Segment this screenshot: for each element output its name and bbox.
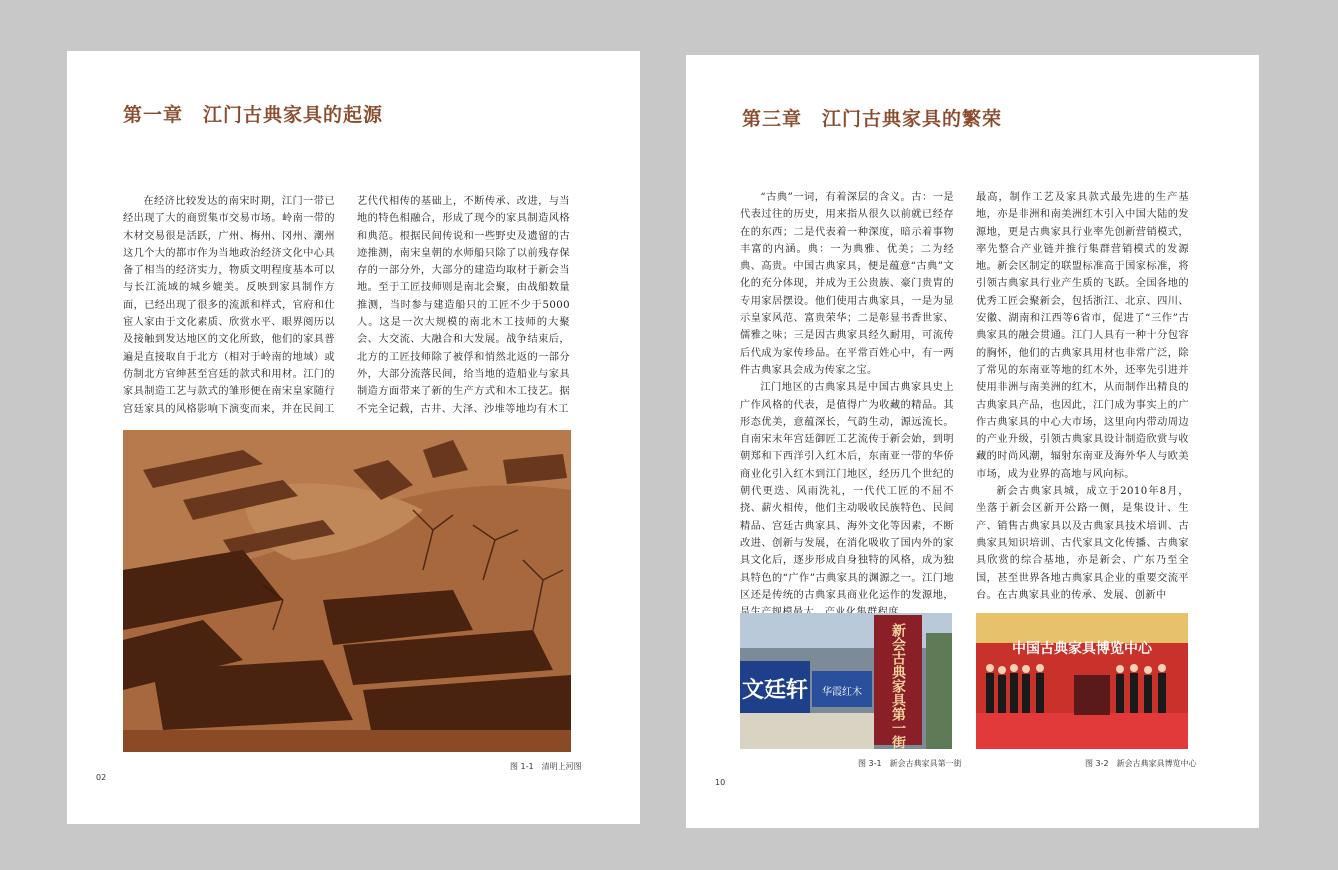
paragraph: 江门地区的古典家具是中国古典家具史上广作风格的代表，是值得广为收藏的精品。其形态优美，意蕴深长，气韵生动，源远流长。自南宋末年宫廷御匠工艺流传于新会始，到明朝郑和下西洋引入红木后，东南亚一带的华侨商业化引入红木到江门地区，经历几个世纪的朝代更迭、风雨洗礼，一代代工匠的不屈不挠、薪火相传，他们主动吸收民族特色、民间精品、宫廷古典家具、海外文化等因素，不断改进、创新与发展，在消化吸收了国内外的家具文化后，逐步形成自身独特的风格，成为独具特色的“广作”古典家具的渊源之一。江门地区还是传统的古典家具商业化运作的发源地， <box>740 382 954 601</box>
text-column-2 <box>976 189 1189 599</box>
paragraph: 在经济比较发达的南宋时期，江门一带已经出现了大的商贸集市交易市场。岭南一带的木材交易很是活跃，广州、梅州、冈州、潮州这几个大的都市作为当地政治经济文化中心具备了相当的经济实力，物质文明程度基本可以与长江流域的城乡媲美。反映到家具制作方面，已经出现了很多的流派和样式，官府和仕宦人家由于文化素质、欣赏水平、眼界阅历以及接触到发达地区的文化所致，他们的家具普遍是直接取自于北方（相对于岭南的地域）或仿制北方官绅甚至宫廷的款式和用材。江门的家具制造工艺与款式的雏形便在南宋皇家随行宫廷家具的风格影响下演变而来，并在民间工 <box>123 196 335 415</box>
street-sign-left: 文廷轩 <box>741 677 809 703</box>
figure-caption: 图 3-1 新会古典家具第一街 <box>858 759 962 768</box>
street-sign-vertical: 新会古典家具第一街 <box>890 623 906 749</box>
paragraph: “古典”一词，有着深层的含义。古：一是代表过往的历史，用来指从很久以前就已经存在的东西；二是代表着一种深度，暗示着事物丰富的内涵。典：一为典雅、优美；二为经典、高贵。中国古典家具，便是蕴意“古典”文化的充分体现，并成为王公贵族、豪门贵胄的专用家居摆设。他们使用古典家具，一是为显示皇家风范、富贵荣华；二是彰显书香世家、儒雅之味；三是因古典家具经久耐用，可流传后代成为家传珍品。在平常百姓心中，有一两件古典家具会成为传家之宝。 <box>740 192 954 376</box>
page-number: 02 <box>96 773 107 782</box>
qingming-painting-image <box>123 430 571 752</box>
expo-ceremony-image <box>976 613 1188 749</box>
street-sign-mid: 华霞红木 <box>822 687 862 698</box>
street-photo-image <box>740 613 952 749</box>
chapter-title: 第三章 江门古典家具的繁荣 <box>742 108 1003 130</box>
text-column-2 <box>357 193 570 415</box>
page-number: 10 <box>715 778 726 787</box>
chapter-title: 第一章 江门古典家具的起源 <box>123 104 384 126</box>
text-column-1 <box>123 193 335 415</box>
right-page <box>686 55 1259 828</box>
figure-caption: 图 1-1 清明上河图 <box>510 762 582 771</box>
text-column-1 <box>740 189 954 599</box>
paragraph: 最高，制作工艺及家具款式最先进的生产基地，亦是非洲和南美洲红木引入中国大陆的发源地，更是古典家具行业率先创新营销模式，率先整合产业链并推行集群营销模式的发源地。新会区制定的联盟标准高于国家标准，将引领古典家具行业产生质的飞跃。全国各地的优秀工匠会聚新会，包括浙江、北京、四川、安徽、湖南和江西等6省市，促进了“三作”古典家具的融会贯通。江门人具有一种十分包容的胸怀，他们的古典家具用材也非常广泛，除了常见的东南亚等地的红木外，还率先引进并使用非洲与南美洲的红木，从而制作出精良的古典家具产品，也因此，江门成为事实上的广作古典家具的中心大市场，这里向内带动周边的产业升级，引领古典家具设计制造欣赏与收藏的时尚风潮，辐射东南亚及海外华人与欧美市场，成为业界的高地与风向标。 <box>976 192 1189 480</box>
left-page <box>67 51 640 824</box>
paragraph: 艺代代相传的基础上，不断传承、改进，与当地的特色相融合，形成了现今的家具制造风格和典范。根据民间传说和一些野史及遗留的古迹推测，南宋皇朝的水师船只除了以前残存保存的一部分外，大部分的建造均取材于新会当地。至于工匠技师则是南北会聚，由战船数量推测，当时参与建造船只的工匠不少于5000人。这是一次大规模的南北木工技师的大聚会、大交流、大融合和大发展。战争结束后，北方的工匠技师除了被俘和悄然北返的一部分外，大部分流落民间，给当地的造船业与家具制造方面带来了新的生产方式和木工技艺。据不完全记载，古井、大泽、沙堆等地均有木工 <box>357 196 570 415</box>
paragraph: 新会古典家具城，成立于2010年8月，坐落于新会区新开公路一侧，是集设计、生产、销售古典家具以及古典家具技术培训、古典家具知识培训、古代家具文化传播、古典家具欣赏的综合基地，亦是新会、广东乃至全国，甚至世界各地古典家具企业的重要交流平台。在古典家具业的传承、发展、创新中 <box>976 486 1189 601</box>
figure-caption: 图 3-2 新会古典家具博览中心 <box>1085 759 1197 768</box>
hall-banner: 中国古典家具博览中心 <box>1012 641 1152 657</box>
